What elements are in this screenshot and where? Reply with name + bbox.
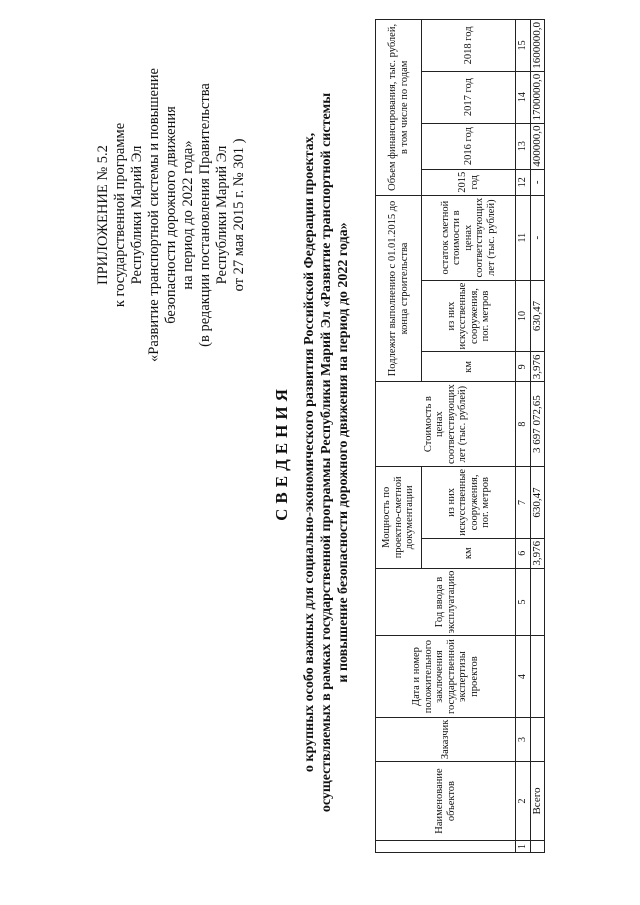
header-km: км (422, 538, 516, 568)
col-number: 12 (516, 169, 531, 195)
col-number: 15 (516, 20, 531, 72)
total-structures: 630,47 (530, 466, 545, 538)
col-index-header (376, 840, 516, 852)
appendix-line: к государственной программе (112, 122, 128, 308)
col-number: 8 (516, 382, 531, 467)
total-cost: 3 697 072,65 (530, 382, 545, 467)
appendix-line: от 27 мая 2015 г. № 301 ) (231, 138, 247, 292)
col-number: 7 (516, 466, 531, 538)
document-title (272, 0, 352, 905)
total-row (530, 20, 545, 853)
header-expertise: Дата и номер положительного заключения государственной экспертизы проектов (376, 636, 516, 717)
header-remaining-km: км (422, 352, 516, 382)
title-line: и повышение безопасности дорожного движения на период до 2022 года» (336, 222, 351, 683)
total-2016: 400000,0 (530, 123, 545, 169)
col-number: 2 (516, 762, 531, 841)
header-2016: 2016 год (422, 123, 516, 169)
header-capacity: Мощность по проектно-сметной документации (376, 466, 422, 568)
header-cost: Стоимость в ценах соответствующих лет (тыс. рублей) (376, 382, 516, 467)
total-km: 3,976 (530, 538, 545, 568)
header-2018: 2018 год (422, 20, 516, 72)
header-remaining-structures: из них искусственные сооружения, пог. метров (422, 280, 516, 352)
col-number: 14 (516, 71, 531, 123)
total-remaining-km: 3,976 (530, 352, 545, 382)
col-number: 3 (516, 717, 531, 761)
total-2017: 1700000,0 (530, 71, 545, 123)
total-2015: - (530, 169, 545, 195)
appendix-line: Республики Марий Эл (214, 145, 230, 285)
total-remaining-cost: - (530, 195, 545, 280)
col-number: 1 (516, 840, 531, 852)
col-number: 5 (516, 568, 531, 636)
col-number: 9 (516, 352, 531, 382)
col-number: 6 (516, 538, 531, 568)
col-number: 13 (516, 123, 531, 169)
header-remaining: Подлежит выполнению с 01.01.2015 до конца строительства (376, 195, 422, 381)
appendix-line: Республики Марий Эл (129, 145, 145, 285)
header-customer: Заказчик (376, 717, 516, 761)
header-remaining-cost: остаток сметной стоимости в ценах соответствующих лет (тыс. рублей) (422, 195, 516, 280)
header-2017: 2017 год (422, 71, 516, 123)
title-line: осуществляемых в рамках государственной программы Республики Марий Эл «Развитие транспортной системы (319, 92, 334, 813)
total-label: Всего (530, 762, 545, 841)
appendix-line: ПРИЛОЖЕНИЕ № 5.2 (95, 145, 111, 285)
column-numbers-row (516, 20, 531, 853)
header-year: Год ввода в эксплуатацию (376, 568, 516, 636)
appendix-line: безопасности дорожного движения (163, 106, 179, 324)
col-number: 4 (516, 636, 531, 717)
appendix-block (95, 20, 248, 410)
header-name: Наименование объектов (376, 762, 516, 841)
total-2018: 1600000,0 (530, 20, 545, 72)
header-structures: из них искусственные сооружения, пог. метров (422, 466, 516, 538)
header-2015: 2015 год (422, 169, 516, 195)
appendix-line: «Развитие транспортной системы и повышение (146, 68, 162, 362)
projects-table (375, 19, 545, 853)
header-financing: Объем финансирования, тыс. рублей, в том числе по годам (376, 20, 422, 196)
appendix-line: на период до 2022 года» (180, 140, 196, 290)
title-heading: СВЕДЕНИЯ (272, 384, 291, 521)
title-line: о крупных особо важных для социально-экономического развития Российской Федерации проектах, (302, 132, 317, 773)
col-number: 11 (516, 195, 531, 280)
total-remaining-structures: 630,47 (530, 280, 545, 352)
appendix-line: (в редакции постановления Правительства (197, 83, 213, 347)
col-number: 10 (516, 280, 531, 352)
